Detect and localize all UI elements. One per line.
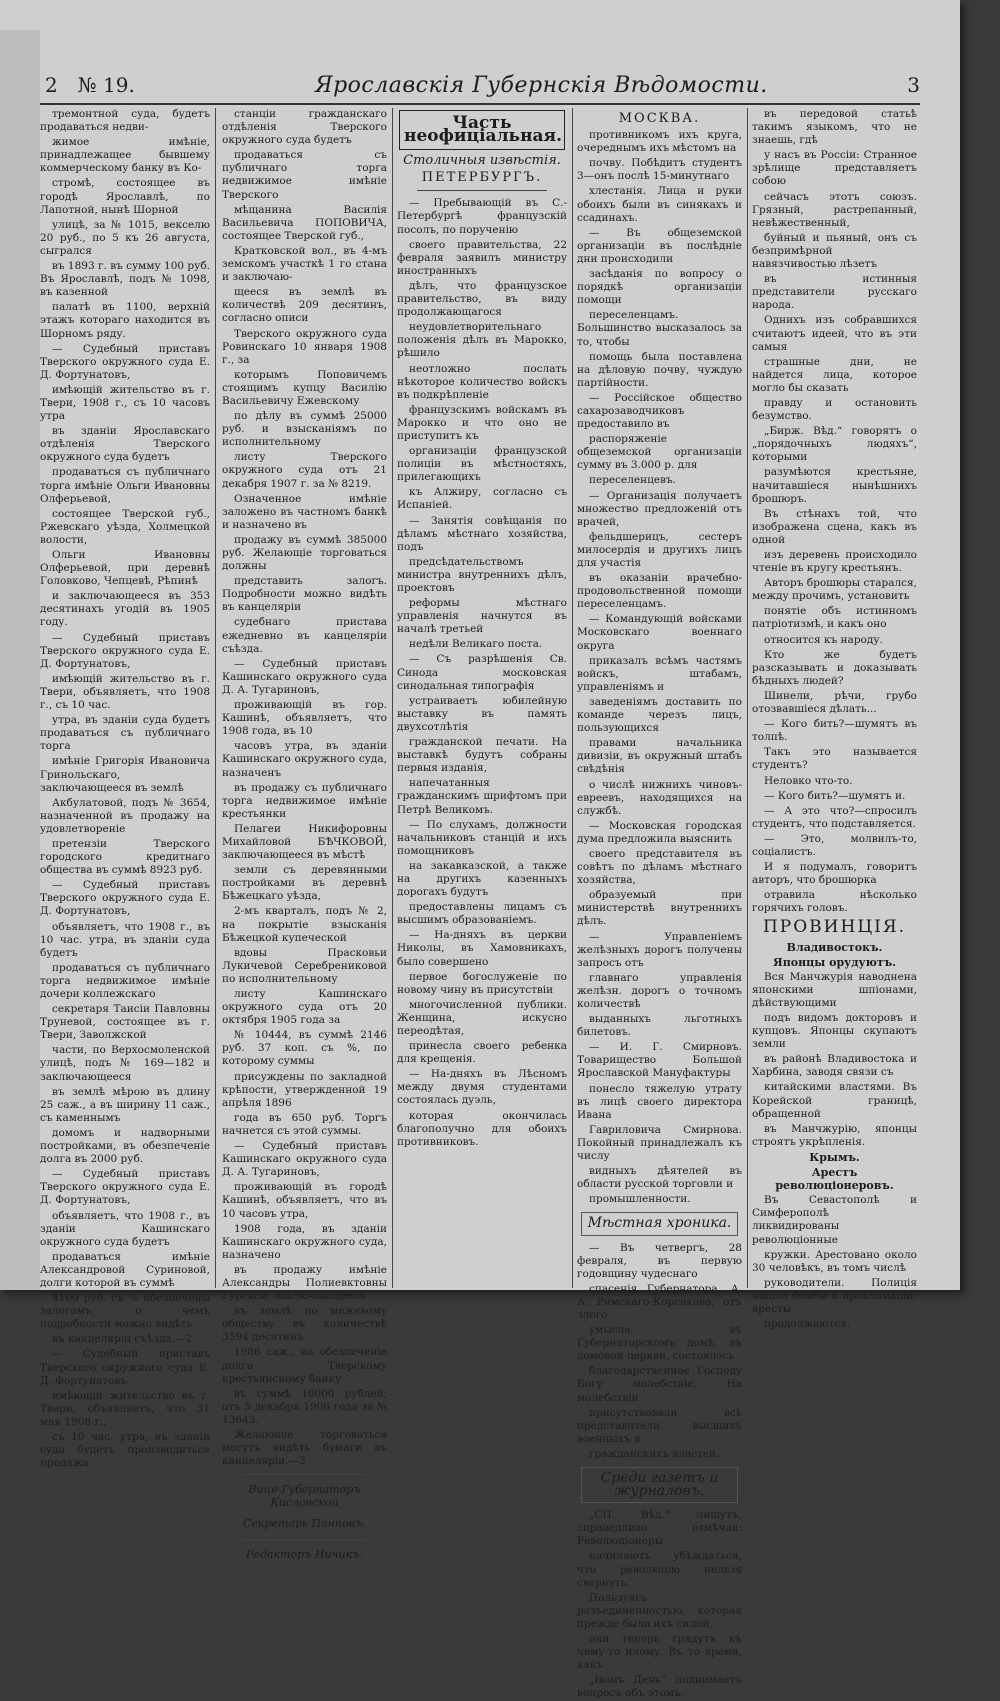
- text-paragraph: листу Тверского окружного суда отъ 21 декабря 1907 г. за № 8219.: [222, 451, 387, 490]
- text-paragraph: — Судебный приставъ Кашинскаго окружного суда Д. А. Тугариновъ,: [222, 1140, 387, 1179]
- text-paragraph: станціи гражданскаго отдѣленія Тверского окружного суда будетъ: [222, 108, 387, 147]
- text-paragraph: года въ 650 руб. Торгъ начнется съ этой суммы.: [222, 1111, 387, 1137]
- text-paragraph: напечатанныя гражданскимъ шрифтомъ при Петрѣ Великомъ.: [397, 777, 567, 816]
- text-paragraph: о числѣ нижнихъ чиновъ-евреевъ, находящихся на службѣ.: [577, 778, 742, 817]
- text-paragraph: Ольги Ивановны Олферьевой, при деревнѣ Головково, Чепцевѣ, Рѣпинѣ: [40, 549, 210, 588]
- text-paragraph: предоставлены лицамъ съ высшимъ образованіемъ.: [397, 901, 567, 927]
- text-paragraph: проживающій въ городѣ Кашинѣ, объявляетъ, что въ 10 часовъ утра,: [222, 1181, 387, 1220]
- text-paragraph: мѣщанина Василія Васильевича ПОПОВИЧА, состоящее Тверской губ.,: [222, 203, 387, 242]
- text-paragraph: продаваться имѣніе Александровой Суриновой, долги которой въ суммѣ: [40, 1250, 210, 1289]
- text-paragraph: подъ видомъ докторовъ и купцовъ. Японцы скупаютъ земли: [752, 1012, 917, 1051]
- subheading-japanese: Японцы орудуютъ.: [773, 955, 896, 969]
- text-paragraph: отравила нѣсколько горячихъ головъ.: [752, 889, 917, 915]
- text-paragraph: земли съ деревянными постройками въ деревнѣ Бѣжецкаго уѣзда,: [222, 864, 387, 903]
- text-paragraph: хлестанія. Лица и руки обоихъ были въ синякахъ и ссадинахъ.: [577, 185, 742, 224]
- issue-number: № 19.: [77, 73, 135, 97]
- text-paragraph: присуждены по закладной крѣпости, утвержденной 19 апрѣля 1896: [222, 1070, 387, 1109]
- text-paragraph: присутствовали всѣ представители высшихъ военныхъ и: [577, 1406, 742, 1445]
- text-paragraph: часовъ утра, въ зданіи Кашинскаго окружного суда, назначенъ: [222, 740, 387, 779]
- text-paragraph: — Въ четвергъ, 28 февраля, въ первую годовщину чудеснаго: [577, 1241, 742, 1280]
- text-paragraph: промышленности.: [589, 1193, 691, 1206]
- text-paragraph: первое богослуженіе по новому чину въ присутствіи: [397, 970, 567, 996]
- text-paragraph: реформы мѣстнаго управленія начнутся въ началѣ третьей: [397, 597, 567, 636]
- text-paragraph: Означенное имѣніе заложено въ частномъ банкѣ и назначено въ: [222, 492, 387, 531]
- text-paragraph: главнаго управленія желѣзн. дорогъ о точномъ количествѣ: [577, 971, 742, 1010]
- text-paragraph: въ Манчжурію, японцы строятъ укрѣпленія.: [752, 1122, 917, 1148]
- text-paragraph: — Московская городская дума предложила выяснить: [577, 819, 742, 845]
- text-paragraph: буйный и пьяный, онъ съ безпримѣрной навязчивостью лѣзетъ: [752, 231, 917, 271]
- text-paragraph: съ 10 час. утра, въ зданіи суда будетъ производиться продажа.: [40, 1431, 210, 1470]
- text-paragraph: благодарственное Господу Богу молебствіе. На молебствіи: [577, 1365, 742, 1404]
- text-paragraph: объявляетъ, что 1908 г., въ 10 час. утра, въ зданіи суда будетъ: [40, 920, 210, 959]
- text-paragraph: по дѣлу въ суммѣ 25000 руб. и взысканіямъ по исполнительному: [222, 410, 387, 449]
- text-paragraph: — Россійское общество сахарозаводчиковъ предоставило въ: [577, 391, 742, 431]
- text-paragraph: — По слухамъ, должности начальниковъ станцій и ихъ помощниковъ: [397, 818, 567, 857]
- column-5: [752, 108, 917, 1331]
- text-paragraph: Въ стѣнахъ той, что изображена сцена, какъ въ одной: [752, 507, 917, 546]
- text-paragraph: засѣданія по вопросу о порядкѣ организаціи помощи: [577, 268, 742, 307]
- text-paragraph: своего правительства, 22 февраля заявилъ министру иностранныхъ: [397, 238, 567, 277]
- text-paragraph: — И. Г. Смирновъ. Товарищество Большой Ярославской Мануфактуры: [577, 1041, 742, 1080]
- underlying-page-edge: [0, 30, 40, 1290]
- text-paragraph: и заключающееся въ 353 десятинахъ угодій въ 1905 году.: [40, 590, 210, 629]
- text-paragraph: руководители. Полиція нашла бомбы и прокламаціи; аресты: [752, 1276, 917, 1315]
- text-paragraph: секретаря Таисіи Павловны Труневой, состоящее въ г. Твери, Заволжской: [40, 1003, 210, 1042]
- text-paragraph: продаваться съ публичнаго торга недвижимое имѣніе Тверского: [222, 149, 387, 201]
- text-paragraph: выданныхъ льготныхъ билетовъ.: [577, 1013, 742, 1039]
- text-paragraph: — Кого бить?—шумятъ и.: [764, 789, 906, 802]
- city-heading-petersburg: ПЕТЕРБУРГЪ.: [421, 170, 543, 186]
- column-2: [222, 108, 387, 1561]
- text-paragraph: изъ деревень происходило чтеніе въ кругу крестьянъ.: [752, 549, 917, 575]
- text-paragraph: Гавриловича Смирнова. Покойный принадлежалъ къ числу: [577, 1123, 742, 1163]
- text-paragraph: — Занятія совѣщанія по дѣламъ мѣстнаго хозяйства, подъ: [397, 514, 567, 553]
- text-paragraph: въ землѣ мѣрою въ длину 25 саж., а въ ширину 11 саж., съ каменнымъ: [40, 1085, 210, 1124]
- text-paragraph: Акбулатовой, подъ № 3654, назначенной въ продажу на удовлетвореніе: [40, 796, 210, 835]
- text-paragraph: заведеніямъ доставить по команде черезъ лицъ, пользующихся: [577, 695, 742, 735]
- text-paragraph: начинаютъ убѣждаться, что революцію нельзя свернуть.: [577, 1550, 742, 1589]
- text-paragraph: — Судебный приставъ Тверского окружного суда Е. Д. Фортунатовъ,: [40, 1168, 210, 1207]
- text-paragraph: въ передовой статьѣ такимъ языкомъ, что не знаешь, гдѣ: [752, 108, 917, 147]
- text-paragraph: № 10444, въ суммѣ 2146 руб. 37 коп. съ %, по которому суммы: [222, 1029, 387, 1068]
- section-heading-press-review: Среди газетъ и журналовъ.: [581, 1467, 738, 1503]
- text-paragraph: утра, въ зданіи суда будетъ продаваться съ публичнаго торга: [40, 714, 210, 753]
- text-paragraph: въ истинныя представители русскаго народа.: [752, 273, 917, 312]
- city-heading-vladivostok: Владивостокъ.: [786, 940, 883, 954]
- text-paragraph: въ суммѣ 10000 рублей, отъ 5 декабря 1906 года за № 13643.: [222, 1387, 387, 1426]
- text-paragraph: понятіе объ истинномъ патріотизмѣ, и какъ оно: [752, 605, 917, 631]
- text-paragraph: листу Кашинскаго окружного суда отъ 20 октября 1905 года за: [222, 988, 387, 1027]
- text-paragraph: — Судебный приставъ Тверского окружного суда Е. Д. Фортунатовъ,: [40, 1348, 210, 1387]
- text-paragraph: тремонтной суда, будетъ продаваться недви-: [40, 108, 210, 134]
- text-paragraph: разумѣются крестьяне, начитавшіеся нынѣшнихъ брошюръ.: [752, 466, 917, 505]
- text-paragraph: — Судебный приставъ Тверского окружного суда Е. Д. Фортунатовъ,: [40, 342, 210, 381]
- text-paragraph: — Кого бить?—шумятъ въ толпѣ.: [752, 718, 917, 744]
- text-paragraph: правами начальника дивизіи, въ окружный штабъ свѣдѣнія: [577, 737, 742, 776]
- text-paragraph: въ канцеляріи съѣзда.—2: [52, 1333, 193, 1346]
- text-paragraph: образуемый при министерствѣ внутреннихъ дѣлъ.: [577, 889, 742, 928]
- text-paragraph: кружки. Арестовано около 30 человѣкъ, въ томъ числѣ: [752, 1248, 917, 1274]
- editor-signature: Редакторъ Ничикъ.: [246, 1547, 363, 1561]
- text-paragraph: — Пребывающій въ С.-Петербургѣ французскій посолъ, по порученію: [397, 197, 567, 236]
- text-paragraph: Неловко что-то.: [764, 774, 853, 787]
- text-paragraph: предсѣдательствомъ министра внутреннихъ дѣлъ, проектовъ: [397, 555, 567, 594]
- masthead-rule: [40, 103, 920, 105]
- text-paragraph: китайскими властями. Въ Корейской границѣ, обращенной: [752, 1081, 917, 1120]
- text-paragraph: правду и остановить безумство.: [752, 396, 917, 423]
- text-paragraph: палатѣ въ 1100, верхній этажъ котораго находится въ Шорномъ ряду.: [40, 301, 210, 340]
- text-paragraph: домомъ и надворными постройками, въ обезпеченіе долга въ 2000 руб.: [40, 1126, 210, 1166]
- text-paragraph: — Судебный приставъ Тверского окружного суда Е. Д. Фортунатовъ,: [40, 631, 210, 670]
- section-heading-unofficial: Часть неофиціальная.: [399, 110, 565, 150]
- text-paragraph: въ районѣ Владивостока и Харбина, заводя связи съ: [752, 1053, 917, 1079]
- text-paragraph: принесла своего ребенка для крещенія.: [397, 1040, 567, 1066]
- text-paragraph: гражданской печати. На выставкѣ будутъ собраны первыя изданія,: [397, 736, 567, 775]
- text-paragraph: И я подумалъ, говоритъ авторъ, что брошюрка: [752, 861, 917, 887]
- page-number-left: 2: [45, 73, 58, 97]
- text-paragraph: недѣли Великаго поста.: [409, 638, 543, 651]
- text-paragraph: которымъ Поповичемъ стоящимъ купцу Василію Васильевичу Ежевскому: [222, 368, 387, 407]
- text-paragraph: въ продажу имѣніе Александры Полиевктовны Гурской, заключающееся: [222, 1263, 387, 1303]
- text-paragraph: у насъ въ Россіи: Странное зрѣлище представляетъ собою: [752, 149, 917, 188]
- text-paragraph: — Это, молвилъ-то, соціалистъ.: [752, 832, 917, 858]
- text-paragraph: Пелагеи Никифоровны Михайловой БѢЧКОВОЙ, заключающееся въ мѣстѣ: [222, 822, 387, 862]
- text-paragraph: имѣющій жительство въ г. Твери, объявляетъ, что 31 мая 1908 г.,: [40, 1389, 210, 1428]
- text-paragraph: приказалъ всѣмъ частямъ войскъ, штабамъ, управленіямъ и: [577, 654, 742, 693]
- text-paragraph: Пользуясь разъединенностью, которая прежде была ихъ силой,: [577, 1591, 742, 1630]
- column-3: [397, 108, 567, 1288]
- text-paragraph: неотложно послать нѣкоторое количество войскъ въ подкрѣпленіе: [397, 362, 567, 401]
- text-paragraph: неудовлетворительнаго положенія дѣлъ въ Марокко, рѣшило: [397, 321, 567, 360]
- text-paragraph: проживающій въ гор. Кашинѣ, объявляетъ, что 1908 года, въ 10: [222, 699, 387, 738]
- text-paragraph: Въ Севастополѣ и Симферополѣ ликвидированы революціонные: [752, 1194, 917, 1246]
- text-paragraph: Кратковской вол., въ 4-мъ земскомъ участкѣ 1 го стана и заключаю-: [222, 244, 387, 284]
- text-paragraph: „СП. Вѣд.“ пишутъ, справедливо отмѣчая: Революціонеры: [577, 1509, 742, 1548]
- separator: [242, 1474, 367, 1475]
- text-paragraph: претензіи Тверского городского кредитнаго общества въ суммѣ 8923 руб.: [40, 837, 210, 877]
- text-paragraph: стромѣ, состоящее въ городѣ Ярославлѣ, по Лапотной, нынѣ Шорной: [40, 177, 210, 216]
- text-paragraph: имѣющій жительство въ г. Твери, 1908 г., съ 10 часовъ утра: [40, 383, 210, 423]
- city-heading-crimea: Крымъ.: [809, 1150, 860, 1164]
- text-paragraph: объявляетъ, что 1908 г., въ зданіи Кашинскаго окружного суда будетъ: [40, 1209, 210, 1248]
- separator: [242, 1539, 367, 1540]
- text-paragraph: французскимъ войскамъ въ Марокко и что оно не приступитъ къ: [397, 403, 567, 442]
- text-paragraph: продолжаются.: [764, 1318, 851, 1331]
- text-paragraph: — На-дняхъ въ Лѣсномъ между двумя студентами состоялась дуэль,: [397, 1068, 567, 1107]
- page-number-right: 3: [907, 73, 920, 97]
- text-paragraph: Тверского окружного суда Ровинскаго 10 января 1908 г., за: [222, 327, 387, 366]
- text-paragraph: переселенцамъ. Большинство высказалось за то, чтобы: [577, 309, 742, 348]
- section-heading-local-chronicle: Мѣстная хроника.: [581, 1212, 738, 1235]
- text-paragraph: организаціи французской полиціи въ мѣстностяхъ, прилегающихъ: [397, 445, 567, 484]
- text-paragraph: вдовы Прасковьи Лукичевой Серебрениковой по исполнительному: [222, 946, 387, 985]
- text-paragraph: въ продажу съ публичнаго торга недвижимое имѣніе крестьянки: [222, 781, 387, 820]
- text-paragraph: Желающіе торговаться могутъ видѣть бумаги въ канцеляріи.—3: [222, 1429, 387, 1468]
- text-paragraph: продажу въ суммѣ 385000 руб. Желающіе торговаться должны: [222, 533, 387, 573]
- column-divider: [572, 108, 573, 1288]
- text-paragraph: продаваться съ публичнаго торга недвижимое имѣніе дочери коллежскаго: [40, 961, 210, 1000]
- text-paragraph: переселенцевъ.: [589, 474, 677, 487]
- text-paragraph: — А это что?—спросилъ студентъ, что подставляется.: [752, 804, 917, 830]
- text-paragraph: состоящее Тверской губ., Ржевскаго уѣзда, Холмецкой волости,: [40, 507, 210, 546]
- text-paragraph: Однихъ изъ собравшихся считаютъ идеей, что въ эти самыя: [752, 314, 917, 353]
- text-paragraph: имѣніе Григорія Ивановича Гринольскаго, заключающееся въ землѣ: [40, 755, 210, 794]
- subheading-capital-news: Столичныя извѣстія.: [403, 153, 561, 169]
- section-heading-province: ПРОВИНЦІЯ.: [762, 917, 907, 938]
- text-paragraph: Шинели, рѣчи, грубо отозвавшіеся дѣлать...: [752, 689, 917, 716]
- text-paragraph: своего представителя въ совѣтъ по дѣламъ мѣстнаго хозяйства,: [577, 847, 742, 887]
- text-paragraph: къ Алжиру, согласно съ Испаніей.: [397, 486, 567, 512]
- text-paragraph: 1908 года, въ зданіи Кашинскаго окружного суда, назначено: [222, 1222, 387, 1261]
- text-paragraph: представить залогъ. Подробности можно видѣть въ канцеляріи: [222, 575, 387, 614]
- text-paragraph: сейчасъ этотъ союзъ. Грязный, растрепанный, невѣжественный,: [752, 190, 917, 229]
- text-paragraph: — Судебный приставъ Кашинскаго окружного суда Д. А. Тугариновъ,: [222, 657, 387, 696]
- column-1: [40, 108, 210, 1470]
- text-paragraph: въ зданіи Ярославскаго отдѣленія Тверского окружного суда будетъ: [40, 425, 210, 464]
- text-paragraph: продаваться съ публичнаго торга имѣніе Ольги Ивановны Олферьевой,: [40, 466, 210, 505]
- text-paragraph: многочисленной публики. Женщина, искусно переодѣтая,: [397, 998, 567, 1037]
- text-paragraph: дѣлъ, что французское правительство, въ виду продолжающагося: [397, 279, 567, 319]
- column-divider: [392, 108, 393, 1288]
- text-paragraph: они теперь грядутъ къ чему-то иному. Въ то время, какъ: [577, 1633, 742, 1672]
- text-paragraph: 1986 саж., на обезпеченіе долга Тверскому крестьянскому банку: [222, 1346, 387, 1385]
- text-paragraph: Вся Манчжурія наводнена японскими шпіонами, дѣйствующими: [752, 970, 917, 1009]
- text-paragraph: Такъ это называется студентъ?: [752, 746, 917, 772]
- newspaper-title: Ярославскія Губернскія Вѣдомости.: [314, 72, 768, 98]
- text-paragraph: гражданскихъ властей.: [589, 1447, 720, 1460]
- text-paragraph: „Іванъ День“ поднимаетъ вопросъ объ этомъ.: [577, 1674, 742, 1700]
- separator: [417, 190, 547, 191]
- text-paragraph: относится къ народу.: [764, 633, 883, 646]
- masthead: [40, 65, 920, 105]
- text-paragraph: щееся въ землѣ въ количествѣ 209 десятинъ, согласно описи: [222, 286, 387, 325]
- text-paragraph: которая окончилась благополучно для обоихъ противниковъ.: [397, 1109, 567, 1148]
- column-4: [577, 108, 742, 1700]
- text-paragraph: на закавказской, а также на другихъ казенныхъ дорогахъ будутъ: [397, 859, 567, 899]
- city-heading-moscow: МОСКВА.: [618, 111, 701, 126]
- text-paragraph: въ 1893 г. въ сумму 100 руб. Въ Ярославлѣ, подъ № 1098, въ казенной: [40, 260, 210, 299]
- text-paragraph: умысла, въ Губернаторскомъ домѣ, въ домовой церкви, состоялось: [577, 1324, 742, 1363]
- text-paragraph: устраиваетъ юбилейную выставку въ память двухсотлѣтія: [397, 694, 567, 733]
- text-paragraph: „Бирж. Вѣд.“ говорятъ о „порядочныхъ людяхъ“, которыми: [752, 425, 917, 464]
- text-paragraph: Кто же будетъ разсказывать и доказывать бѣдныхъ людей?: [752, 648, 917, 687]
- text-paragraph: понесло тяжелую утрату въ лицѣ своего директора Ивана: [577, 1082, 742, 1121]
- subheading-arrest: Арестъ революціонеровъ.: [775, 1166, 894, 1193]
- text-paragraph: улицѣ, за № 1015, векселю 20 руб., по 5 къ 26 августа, сыгрался: [40, 218, 210, 257]
- text-paragraph: имѣющій жительство въ г. Твери, объявляетъ, что 1908 г., съ 10 час.: [40, 672, 210, 712]
- text-paragraph: страшные дни, не найдется лица, которое могло бы сказать: [752, 355, 917, 394]
- secretary-signature: Секретарь Панновъ.: [242, 1517, 367, 1531]
- text-paragraph: Авторъ брошюры старался, между прочимъ, установить: [752, 577, 917, 603]
- text-paragraph: — Судебный приставъ Тверского окружного суда Е. Д. Фортунатовъ,: [40, 879, 210, 918]
- text-paragraph: въ землѣ по межевому обществу въ количествѣ 3594 десятинъ: [222, 1305, 387, 1344]
- text-paragraph: въ оказаніи врачебно-продовольственной помощи переселенцамъ.: [577, 572, 742, 611]
- text-paragraph: спасенія Губернатора, А. А. Римскаго-Корсакова, отъ злого: [577, 1282, 742, 1321]
- text-paragraph: фельдшерицъ, сестеръ милосердія и другихъ лицъ для участія: [577, 530, 742, 569]
- text-paragraph: видныхъ дѣятелей въ области русской торговли и: [577, 1165, 742, 1191]
- vice-governor-signature: Вице-Губернаторъ Кисловской: [248, 1483, 361, 1510]
- text-paragraph: — Организація получаетъ множество предложеній отъ врачей,: [577, 489, 742, 528]
- text-paragraph: противникомъ ихъ круга, очереднымъ ихъ мѣстомъ на: [577, 129, 742, 155]
- text-paragraph: 4100 руб. съ % обезпечены залогомъ, о чемъ подробности можно видѣть: [40, 1292, 210, 1331]
- column-divider: [747, 108, 748, 1288]
- text-paragraph: распоряженіе общеземской организаціи сумму въ 3.000 р. для: [577, 433, 742, 472]
- text-paragraph: судебнаго пристава ежедневно въ канцеляріи съѣзда.: [222, 616, 387, 655]
- text-paragraph: — На-дняхъ въ церкви Николы, въ Хамовникахъ, было совершено: [397, 929, 567, 968]
- text-paragraph: части, по Верхосмоленской улицѣ, подъ № 169—182 и заключающееся: [40, 1044, 210, 1083]
- text-paragraph: 2-мъ кварталъ, подъ № 2, на покрытіе взысканія Бѣжецкой купеческой: [222, 905, 387, 944]
- text-paragraph: жимое имѣніе, принадлежащее бывшему коммерческому банку въ Ко-: [40, 136, 210, 175]
- text-paragraph: — Командующій войсками Московскаго военнаго округа: [577, 613, 742, 652]
- column-divider: [215, 108, 216, 1288]
- text-paragraph: помощь была поставлена на дѣловую почву, чуждую партійности.: [577, 350, 742, 389]
- text-paragraph: — Управленіемъ желѣзныхъ дорогъ получены запросъ отъ: [577, 930, 742, 969]
- text-paragraph: — Въ общеземской организаціи въ послѣдніе дни происходили: [577, 226, 742, 265]
- text-paragraph: — Съ разрѣшенія Св. Синода московская синодальная типографія: [397, 653, 567, 692]
- text-paragraph: почву. Побѣдитъ студентъ 3—онъ послѣ 15-минутнаго: [577, 157, 742, 183]
